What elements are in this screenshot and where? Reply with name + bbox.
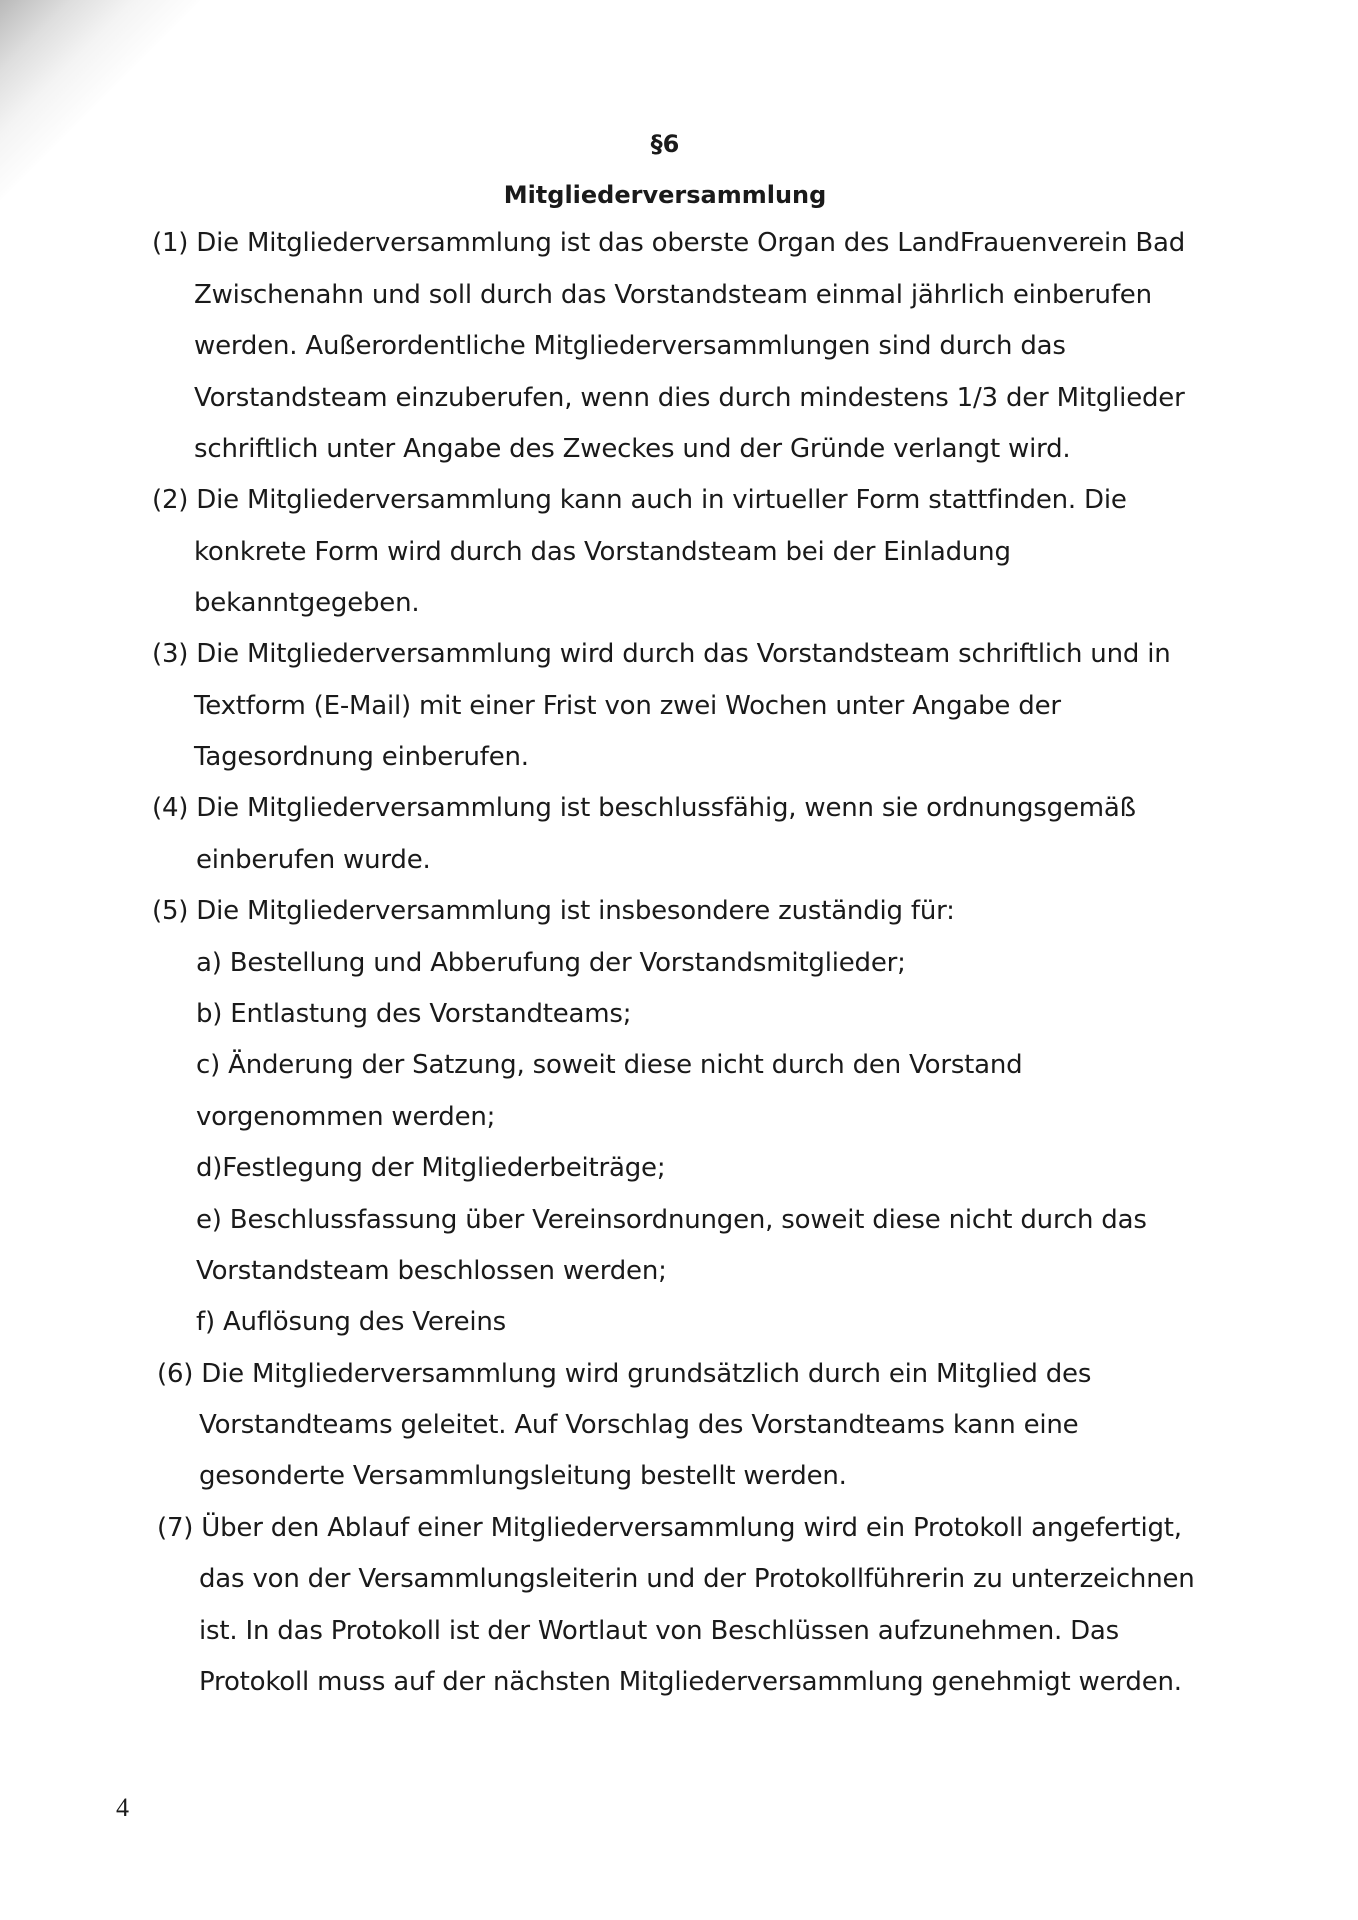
para-3-line-2: Textform (E-Mail) mit einer Frist von zwei Wochen unter Angabe der xyxy=(194,691,1061,721)
para-7-line-4: Protokoll muss auf der nächsten Mitgliederversammlung genehmigt werden. xyxy=(199,1667,1182,1697)
list-item-d: d)Festlegung der Mitgliederbeiträge; xyxy=(196,1153,666,1183)
para-5-line-1: (5) Die Mitgliederversammlung ist insbesondere zuständig für: xyxy=(152,896,955,926)
para-6-line-3: gesonderte Versammlungsleitung bestellt werden. xyxy=(199,1461,847,1491)
list-item-f: f) Auflösung des Vereins xyxy=(196,1307,507,1337)
list-item-e-line-1: e) Beschlussfassung über Vereinsordnungen, soweit diese nicht durch das xyxy=(196,1205,1147,1235)
para-4-line-2: einberufen wurde. xyxy=(196,845,431,875)
para-7-line-2: das von der Versammlungsleiterin und der Protokollführerin zu unterzeichnen xyxy=(199,1564,1195,1594)
list-item-a: a) Bestellung und Abberufung der Vorstandsmitglieder; xyxy=(196,948,906,978)
section-number: §6 xyxy=(650,130,680,158)
page-number: 4 xyxy=(116,1793,129,1822)
para-1-line-4: Vorstandsteam einzuberufen, wenn dies durch mindestens 1/3 der Mitglieder xyxy=(194,383,1185,413)
list-item-c-line-1: c) Änderung der Satzung, soweit diese nicht durch den Vorstand xyxy=(196,1050,1023,1080)
para-3-line-3: Tagesordnung einberufen. xyxy=(194,742,529,772)
scan-page-fold xyxy=(0,0,200,200)
para-3-line-1: (3) Die Mitgliederversammlung wird durch das Vorstandsteam schriftlich und in xyxy=(152,639,1171,669)
para-2-line-3: bekanntgegeben. xyxy=(194,588,420,618)
para-1-line-5: schriftlich unter Angabe des Zweckes und der Gründe verlangt wird. xyxy=(194,434,1071,464)
para-1-line-3: werden. Außerordentliche Mitgliederversammlungen sind durch das xyxy=(194,331,1066,361)
para-7-line-1: (7) Über den Ablauf einer Mitgliederversammlung wird ein Protokoll angefertigt, xyxy=(157,1513,1182,1543)
section-title: Mitgliederversammlung xyxy=(503,181,827,209)
para-1-line-1: (1) Die Mitgliederversammlung ist das oberste Organ des LandFrauenverein Bad xyxy=(152,228,1186,258)
para-6-line-2: Vorstandteams geleitet. Auf Vorschlag des Vorstandteams kann eine xyxy=(199,1410,1079,1440)
list-item-b: b) Entlastung des Vorstandteams; xyxy=(196,999,632,1029)
para-4-line-1: (4) Die Mitgliederversammlung ist beschlussfähig, wenn sie ordnungsgemäß xyxy=(152,793,1136,823)
para-2-line-2: konkrete Form wird durch das Vorstandsteam bei der Einladung xyxy=(194,537,1011,567)
para-2-line-1: (2) Die Mitgliederversammlung kann auch in virtueller Form stattfinden. Die xyxy=(152,485,1127,515)
list-item-c-line-2: vorgenommen werden; xyxy=(196,1102,496,1132)
para-1-line-2: Zwischenahn und soll durch das Vorstandsteam einmal jährlich einberufen xyxy=(194,280,1152,310)
list-item-e-line-2: Vorstandsteam beschlossen werden; xyxy=(196,1256,667,1286)
para-6-line-1: (6) Die Mitgliederversammlung wird grundsätzlich durch ein Mitglied des xyxy=(157,1359,1092,1389)
para-7-line-3: ist. In das Protokoll ist der Wortlaut von Beschlüssen aufzunehmen. Das xyxy=(199,1616,1119,1646)
